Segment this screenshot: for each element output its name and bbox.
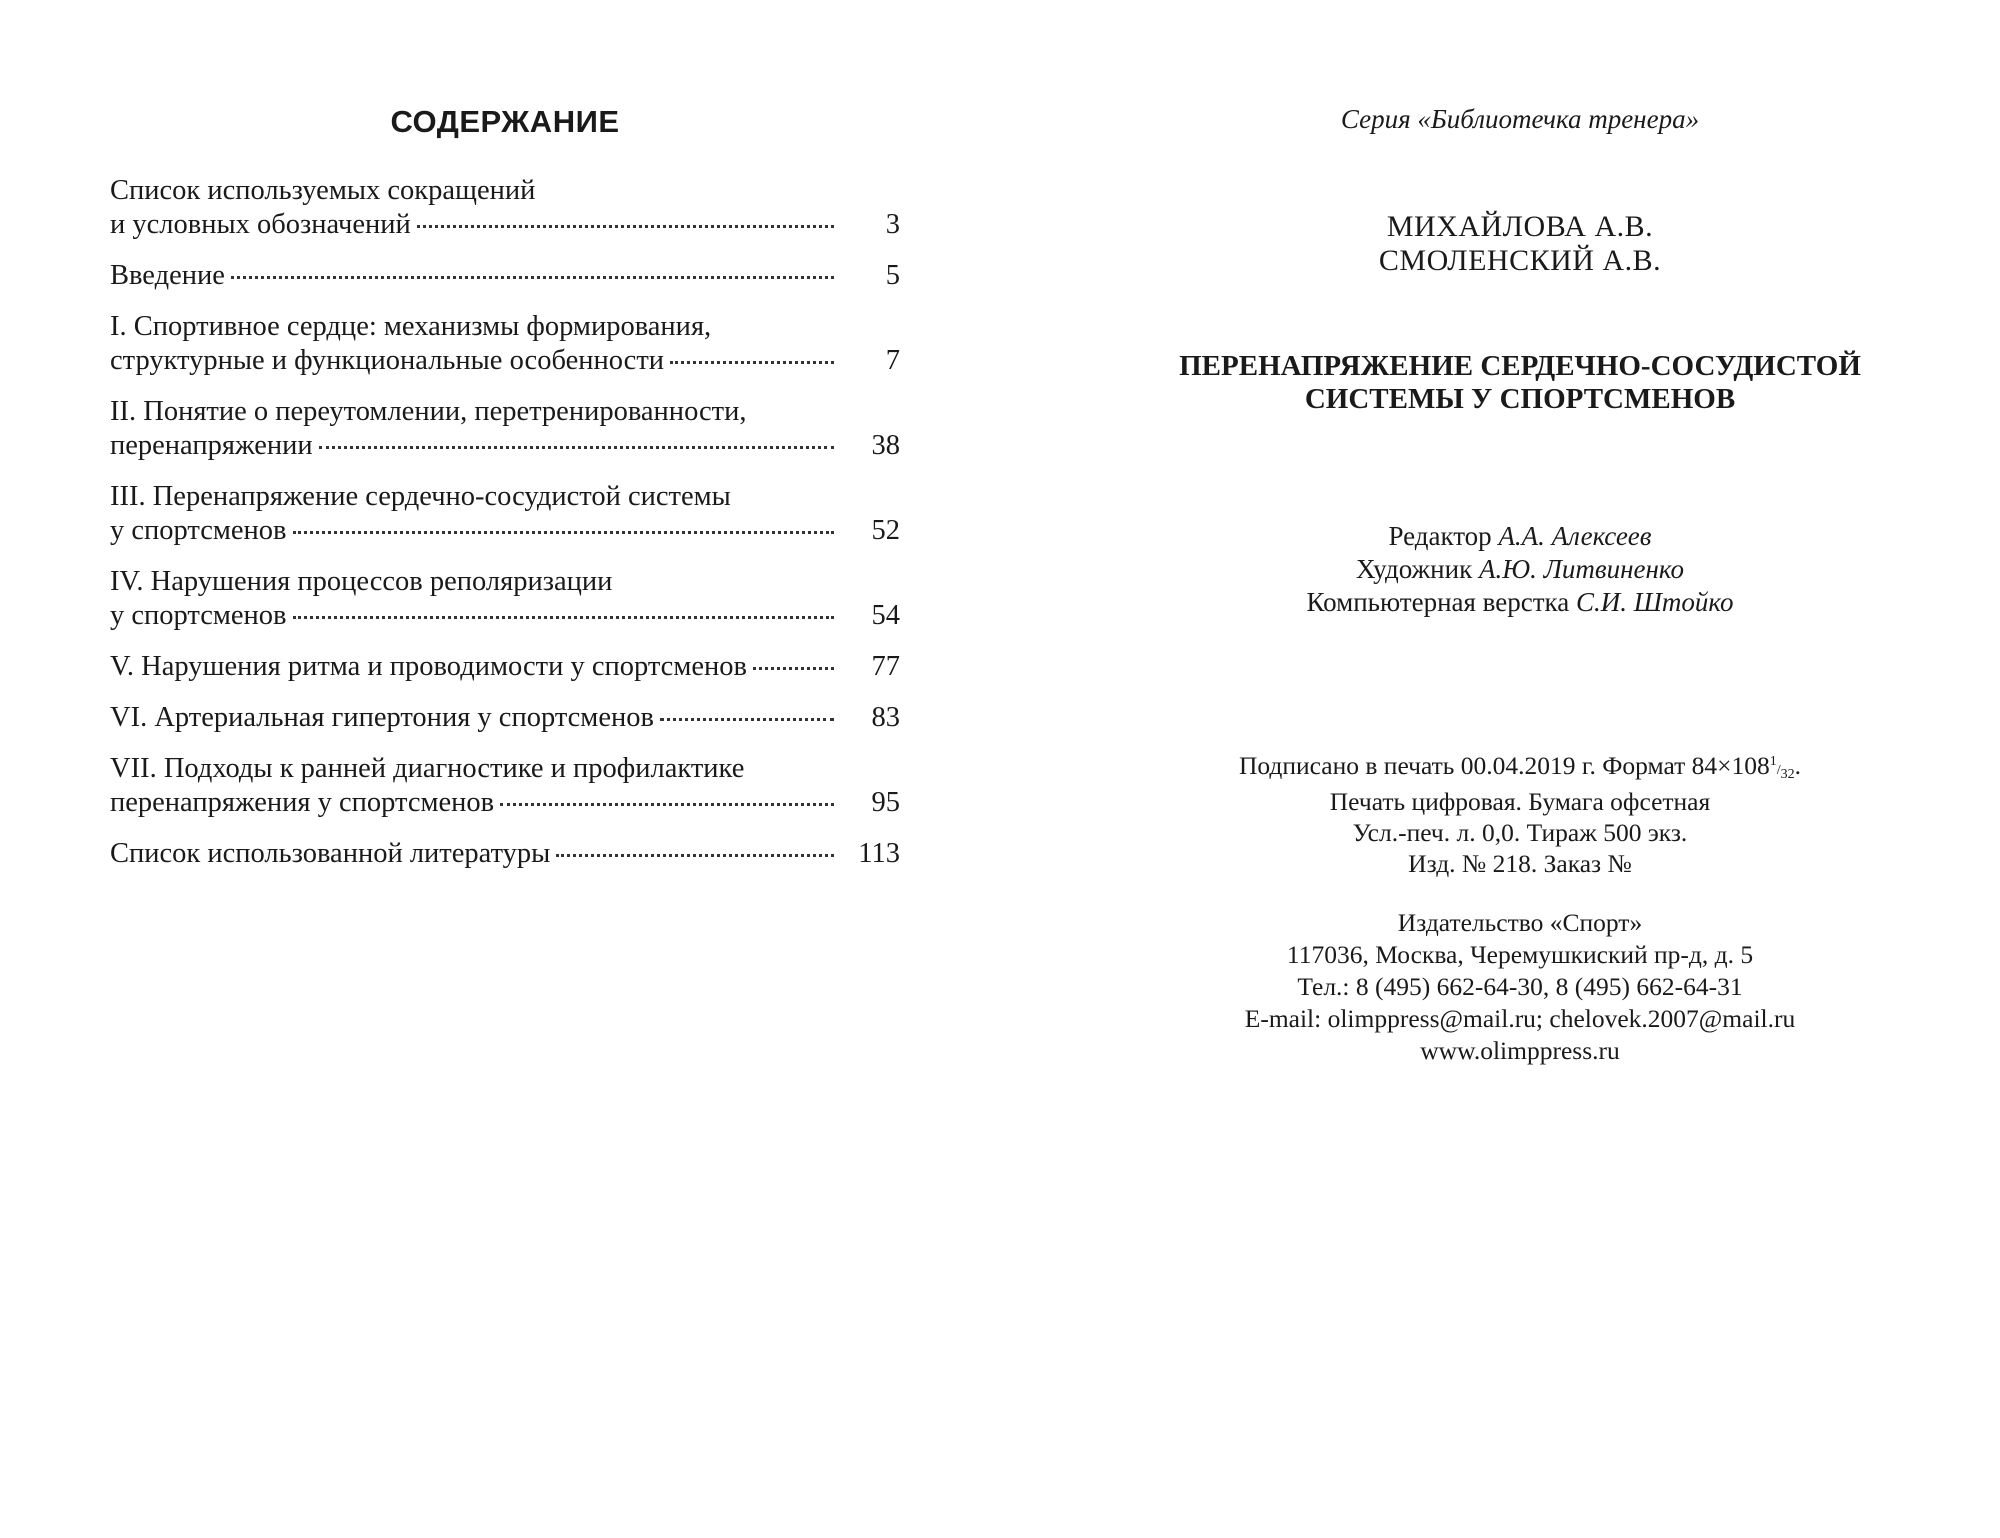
credit-role: Компьютерная верстка — [1306, 587, 1570, 617]
toc-page-number: 77 — [871, 651, 900, 682]
table-of-contents — [110, 174, 900, 888]
toc-page-number: 3 — [885, 209, 900, 240]
toc-entry-row — [110, 429, 900, 463]
toc-entry-text: структурные и функциональные особенности — [110, 345, 665, 376]
publisher-website: www.olimppress.ru — [1420, 1036, 1620, 1065]
toc-entry-row — [110, 599, 900, 633]
toc-leader-dots — [670, 361, 834, 364]
credit-artist — [1140, 553, 1900, 586]
toc-entry-text: III. Перенапряжение сердечно-сосудистой системы — [110, 481, 731, 512]
credit-role: Редактор — [1388, 521, 1492, 551]
toc-leader-dots — [293, 616, 835, 619]
toc-entry — [110, 259, 900, 293]
imprint-line: Печать цифровая. Бумага офсетная — [1329, 787, 1711, 816]
book-title-line: СИСТЕМЫ У СПОРТСМЕНОВ — [1304, 383, 1736, 415]
toc-leader-dots — [753, 667, 834, 670]
book-title — [1140, 350, 1900, 416]
toc-page-number: 113 — [858, 838, 900, 869]
toc-entry — [110, 701, 900, 735]
toc-entry-text: VI. Артериальная гипертония у спортсменов — [110, 702, 654, 733]
toc-entry-text: перенапряжении — [110, 430, 313, 461]
toc-page-number: 95 — [871, 787, 900, 818]
toc-entry — [110, 650, 900, 684]
publisher-address: 117036, Москва, Черемушкиский пр-д, д. 5 — [1286, 940, 1754, 969]
credit-person: А.Ю. Литвиненко — [1478, 554, 1684, 584]
author: СМОЛЕНСКИЙ А.В. — [1378, 244, 1662, 277]
toc-entry-row — [110, 837, 900, 871]
toc-entry-text: II. Понятие о переутомлении, перетренированности, — [110, 396, 747, 427]
toc-entry — [110, 752, 900, 820]
toc-page-number: 5 — [885, 260, 900, 291]
toc-leader-dots — [556, 854, 834, 857]
toc-entry-text: Введение — [110, 260, 225, 291]
imprint-line: Подписано в печать 00.04.2019 г. Формат 84×1081/32. — [1238, 751, 1802, 782]
toc-leader-dots — [500, 803, 834, 806]
toc-entry-text: VII. Подходы к ранней диагностике и профилактике — [110, 753, 745, 784]
toc-entry — [110, 565, 900, 633]
publisher-name: Издательство «Спорт» — [1397, 908, 1643, 937]
toc-entry-row — [110, 514, 900, 548]
left-page — [110, 0, 900, 1538]
credit-role: Художник — [1356, 554, 1473, 584]
authors — [1140, 210, 1900, 278]
toc-entry-text: Список использованной литературы — [110, 838, 551, 869]
toc-entry-row — [110, 344, 900, 378]
toc-entry-row — [110, 786, 900, 820]
credit-layout — [1140, 586, 1900, 619]
toc-entry-text: V. Нарушения ритма и проводимости у спортсменов — [110, 651, 747, 682]
toc-entry — [110, 480, 900, 548]
toc-page-number: 83 — [871, 702, 900, 733]
toc-entry-row — [110, 701, 900, 735]
toc-page-number: 7 — [885, 345, 900, 376]
toc-entry-text: и условных обозначений — [110, 209, 411, 240]
series-name: Серия «Библиотечка тренера» — [1340, 104, 1700, 134]
toc-leader-dots — [660, 718, 834, 721]
toc-entry-text: Список используемых сокращений — [110, 175, 536, 206]
format-fraction: 1/32 — [1769, 754, 1795, 782]
toc-entry-row — [110, 259, 900, 293]
publisher-info — [1140, 907, 1900, 1067]
toc-entry-row — [110, 208, 900, 242]
imprint-line: Изд. № 218. Заказ № — [1408, 849, 1632, 878]
toc-leader-dots — [293, 531, 835, 534]
toc-title: СОДЕРЖАНИЕ — [390, 104, 620, 139]
toc-entry — [110, 395, 900, 463]
toc-entry-text: IV. Нарушения процессов реполяризации — [110, 566, 613, 597]
toc-leader-dots — [231, 276, 834, 279]
toc-entry — [110, 837, 900, 871]
credit-person: А.А. Алексеев — [1498, 521, 1652, 551]
credits — [1140, 520, 1900, 619]
toc-entry-text: I. Спортивное сердце: механизмы формирования, — [110, 311, 712, 342]
credit-person: С.И. Штойко — [1575, 587, 1734, 617]
toc-page-number: 52 — [871, 515, 900, 546]
toc-entry-text: у спортсменов — [110, 600, 287, 631]
credit-editor — [1140, 520, 1900, 553]
toc-page-number: 38 — [871, 430, 900, 461]
publisher-phone: Тел.: 8 (495) 662-64-30, 8 (495) 662-64-31 — [1297, 972, 1743, 1001]
toc-page-number: 54 — [871, 600, 900, 631]
toc-entry-text: перенапряжения у спортсменов — [110, 787, 495, 818]
toc-entry-text: у спортсменов — [110, 515, 287, 546]
imprint — [1140, 750, 1900, 879]
toc-leader-dots — [319, 446, 834, 449]
author: МИХАЙЛОВА А.В. — [1386, 210, 1654, 243]
toc-entry — [110, 310, 900, 378]
toc-entry-row — [110, 650, 900, 684]
book-title-line: ПЕРЕНАПРЯЖЕНИЕ СЕРДЕЧНО-СОСУДИСТОЙ — [1179, 350, 1861, 382]
imprint-line: Усл.-печ. л. 0,0. Тираж 500 экз. — [1352, 818, 1688, 847]
right-page — [1140, 0, 1900, 1538]
toc-leader-dots — [417, 225, 834, 228]
toc-entry — [110, 174, 900, 242]
publisher-email: E-mail: olimppress@mail.ru; chelovek.2007@mail.ru — [1244, 1004, 1796, 1033]
